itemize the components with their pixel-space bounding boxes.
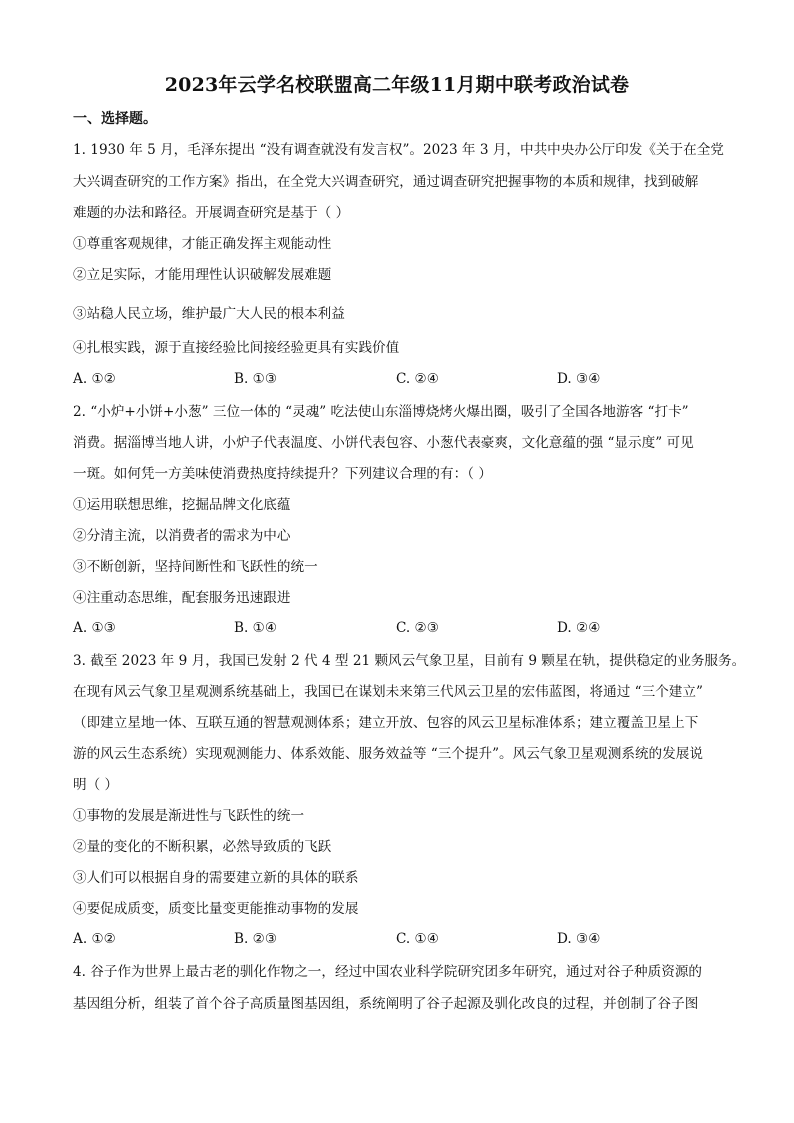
question-1-option-a: A. ①② (73, 371, 116, 387)
question-2-option-b: B. ①④ (234, 620, 278, 636)
question-1-option-c: C. ②④ (396, 371, 439, 387)
question-2-stem-line: 一斑。如何凭一方美味使消费热度持续提升？下列建议合理的有：（ ） (73, 466, 492, 482)
question-1-stem-line: 难题的办法和路径。开展调查研究是基于（ ） (73, 205, 350, 221)
question-3-stem-line: 3. 截至 2023 年 9 月，我国已发射 2 代 4 型 21 颗风云气象卫星，目前有 9 颗星在轨，提供稳定的业务服务。 (73, 653, 746, 669)
page-title: 2023年云学名校联盟高二年级11月期中联考政治试卷 (164, 74, 630, 96)
question-2-option-c: C. ②③ (396, 620, 439, 636)
question-4-stem-line: 基因组分析，组装了首个谷子高质量图基因组，系统阐明了谷子起源及驯化改良的过程，并创制了谷子图 (73, 996, 699, 1012)
question-3-item: ①事物的发展是渐进性与飞跃性的统一 (73, 808, 305, 824)
question-3-item: ④要促成质变，质变比量变更能推动事物的发展 (73, 901, 359, 917)
question-3-option-c: C. ①④ (396, 931, 439, 947)
question-3-option-d: D. ③④ (557, 931, 601, 947)
question-1-option-b: B. ①③ (234, 371, 278, 387)
question-3-option-b: B. ②③ (234, 931, 278, 947)
question-3-stem-line: 游的风云生态系统）实现观测能力、体系效能、服务效益等 “三个提升”。风云气象卫星观测系统的发展说 (73, 746, 703, 762)
question-1-item: ③站稳人民立场，维护最广大人民的根本利益 (73, 306, 345, 322)
question-1-option-d: D. ③④ (557, 371, 601, 387)
question-2-item: ④注重动态思维，配套服务迅速跟进 (73, 590, 291, 606)
question-3-option-a: A. ①② (73, 931, 116, 947)
question-3-item: ③人们可以根据自身的需要建立新的具体的联系 (73, 870, 359, 886)
section-heading: 一、选择题。 (73, 111, 157, 127)
question-2-option-a: A. ①③ (73, 620, 116, 636)
question-3-item: ②量的变化的不断积累，必然导致质的飞跃 (73, 839, 332, 855)
question-3-stem-line: 在现有风云气象卫星观测系统基础上，我国已在谋划未来第三代风云卫星的宏伟蓝图，将通过 “三个建立” (73, 684, 703, 700)
question-2-option-d: D. ②④ (557, 620, 601, 636)
question-2-stem-line: 2. “小炉+小饼+小葱” 三位一体的 “灵魂” 吃法使山东淄博烧烤火爆出圈，吸引了全国各地游客 “打卡” (73, 404, 689, 420)
question-1-item: ④扎根实践，源于直接经验比间接经验更具有实践价值 (73, 340, 400, 356)
question-3-stem-line: 明（ ） (73, 777, 119, 793)
question-1-stem-line: 1. 1930 年 5 月，毛泽东提出 “没有调查就没有发言权”。2023 年 3 月，中共中央办公厅印发《关于在全党 (73, 142, 724, 158)
question-2-item: ③不断创新，坚持间断性和飞跃性的统一 (73, 559, 318, 575)
question-3-stem-line: （即建立星地一体、互联互通的智慧观测体系；建立开放、包容的风云卫星标准体系；建立覆盖卫星上下 (73, 715, 699, 731)
question-1-stem-line: 大兴调查研究的工作方案》指出，在全党大兴调查研究，通过调查研究把握事物的本质和规律，找到破解 (73, 174, 699, 190)
question-2-stem-line: 消费。据淄博当地人讲，小炉子代表温度、小饼代表包容、小葱代表豪爽，文化意蕴的强 “显示度” 可见 (73, 435, 694, 451)
question-4-stem-line: 4. 谷子作为世界上最古老的驯化作物之一，经过中国农业科学院研究团多年研究，通过对谷子种质资源的 (73, 964, 703, 980)
question-2-item: ②分清主流，以消费者的需求为中心 (73, 528, 291, 544)
question-1-item: ①尊重客观规律，才能正确发挥主观能动性 (73, 236, 332, 252)
question-1-item: ②立足实际，才能用理性认识破解发展难题 (73, 267, 332, 283)
question-2-item: ①运用联想思维，挖掘品牌文化底蕴 (73, 497, 291, 513)
